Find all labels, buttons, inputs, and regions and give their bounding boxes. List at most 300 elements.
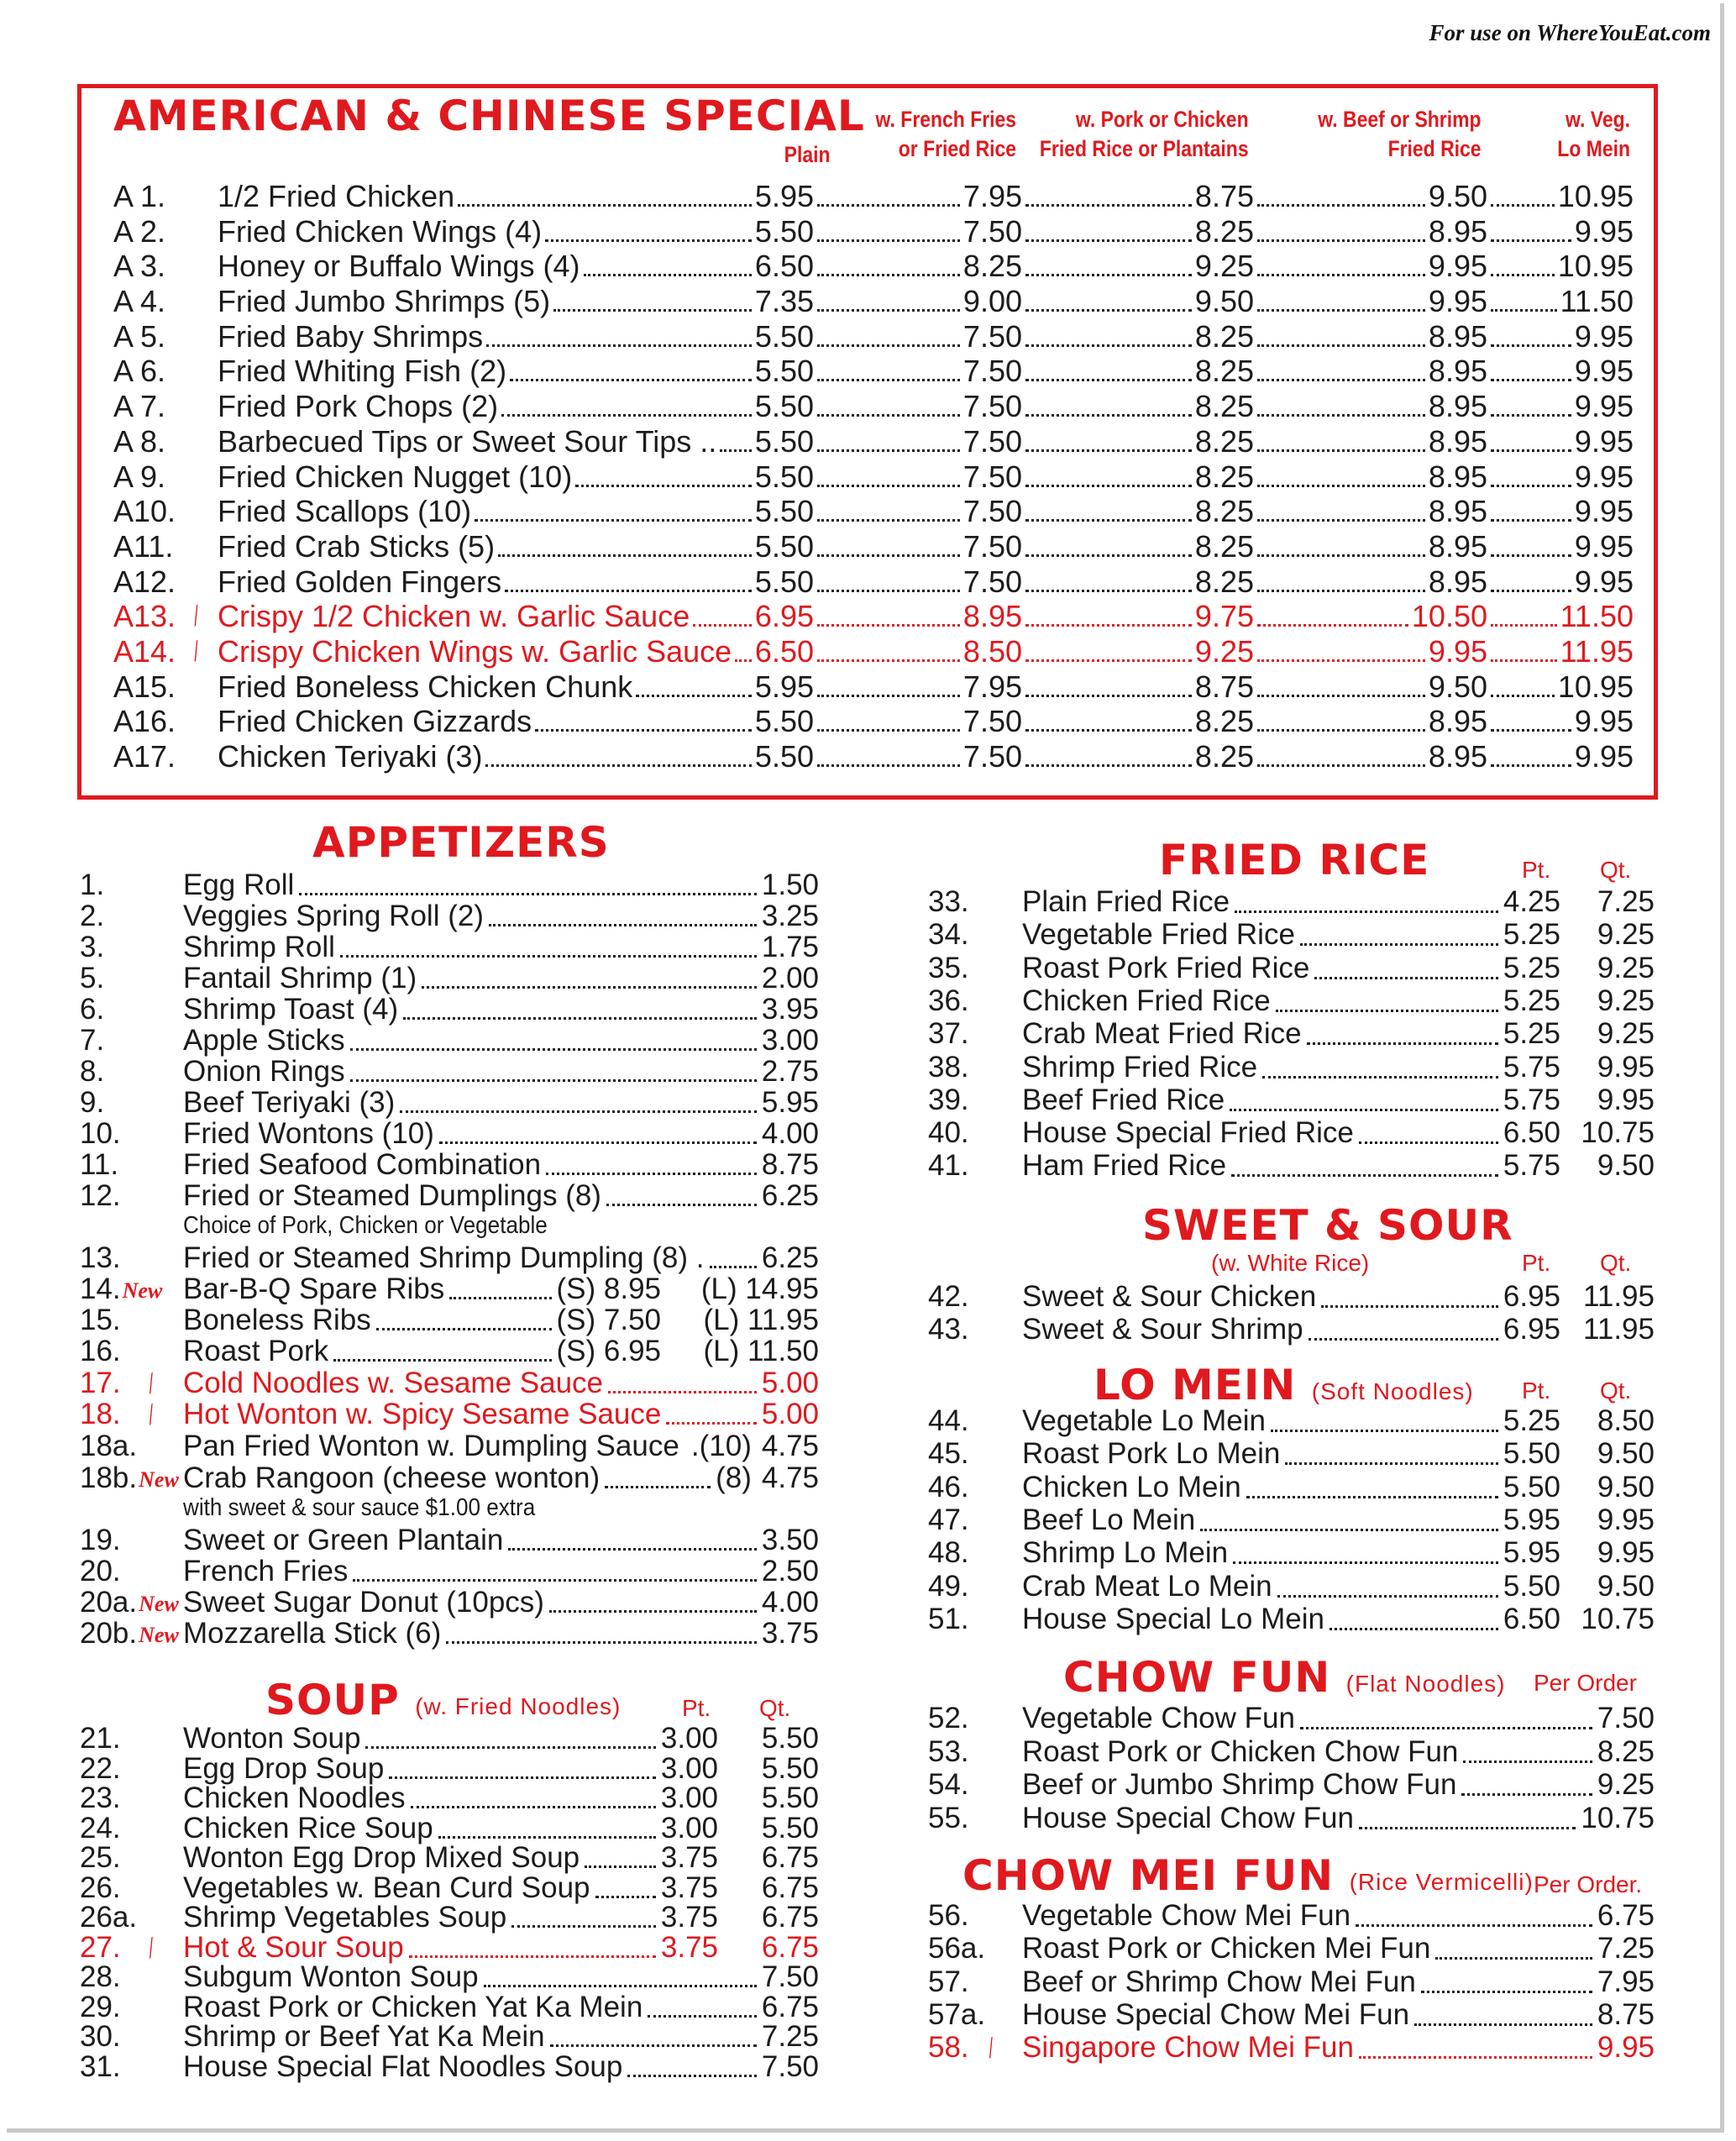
- price-small: (S) 7.50: [556, 1304, 661, 1336]
- item-name: Fried or Steamed Shrimp Dumpling (8) .: [183, 1241, 705, 1274]
- item-name: Cold Noodles w. Sesame Sauce: [183, 1367, 603, 1399]
- price-col-4: 8.95: [1428, 564, 1487, 599]
- item-code: A 4.: [113, 284, 166, 319]
- price-pint: 5.75: [1503, 1149, 1560, 1183]
- item-number: 18a.: [80, 1430, 138, 1462]
- leader-dots: [1300, 1703, 1592, 1729]
- price-col-5: 10.95: [1557, 669, 1634, 704]
- leader-dots: [409, 1933, 656, 1958]
- price-quart: 9.95: [1597, 1050, 1655, 1084]
- item-number: 53.: [928, 1734, 969, 1768]
- price-col-4: 9.95: [1428, 249, 1487, 284]
- price-col-3: 9.50: [1194, 284, 1254, 319]
- chow-mei-fun-row: [928, 1933, 1655, 1965]
- price-pint: 5.25: [1503, 984, 1560, 1017]
- price-quart: 9.25: [1597, 951, 1655, 984]
- american-item-row: [113, 214, 1634, 249]
- american-item-row: [113, 739, 1634, 774]
- price-col-1: 5.50: [754, 528, 814, 564]
- item-name: Fried Whiting Fish (2): [218, 354, 507, 389]
- leader-dots: [1025, 704, 1192, 732]
- leader-dots: [1025, 354, 1192, 381]
- price-quart: 6.75: [761, 1930, 819, 1964]
- appetizer-row: [80, 870, 819, 900]
- leader-dots: [1230, 1084, 1498, 1111]
- item-name: Honey or Buffalo Wings (4): [218, 249, 580, 284]
- price-col-5: 9.95: [1574, 423, 1634, 459]
- price-col-3: 8.25: [1194, 528, 1254, 564]
- lo-mein-row: [928, 1472, 1655, 1503]
- item-name: Fried Boneless Chicken Chunk: [218, 669, 633, 704]
- fried-rice-row: [928, 1084, 1655, 1116]
- leader-dots: [1491, 669, 1555, 697]
- price-col-1: 5.50: [754, 704, 814, 739]
- leader-dots: [1491, 459, 1571, 487]
- item-number: 18b.: [80, 1461, 138, 1494]
- price-col-3: 8.25: [1194, 354, 1254, 389]
- item-code: A 9.: [113, 459, 166, 494]
- price-col-3: 9.25: [1194, 633, 1254, 669]
- appetizer-row: [80, 1150, 819, 1180]
- price-large: (L) 14.95: [700, 1273, 819, 1305]
- pepper-icon: ⟋: [138, 1932, 165, 1963]
- leader-dots: [501, 389, 752, 417]
- item-price: 3.50: [761, 1524, 819, 1556]
- leader-dots: [584, 249, 752, 276]
- item-name: Sweet or Green Plantain: [183, 1524, 504, 1556]
- item-code: A 6.: [113, 354, 166, 389]
- price-col-4: 8.95: [1428, 423, 1487, 459]
- item-name: Shrimp Fried Rice: [1022, 1050, 1258, 1084]
- leader-dots: [1257, 284, 1425, 312]
- item-price: 10.75: [1581, 1802, 1655, 1835]
- item-price: 3.00: [761, 1024, 819, 1057]
- appetizer-row: [80, 994, 819, 1025]
- item-number: 26a.: [80, 1901, 138, 1934]
- leader-dots: [1491, 179, 1555, 207]
- item-code: A 2.: [113, 213, 166, 249]
- item-number: 38.: [928, 1050, 969, 1084]
- item-name: 1/2 Fried Chicken: [218, 179, 455, 213]
- leader-dots: [1359, 1803, 1576, 1829]
- american-item-row: [113, 599, 1634, 634]
- appetizer-row: [80, 1619, 819, 1649]
- price-col-1: 5.95: [754, 179, 814, 213]
- item-name: Barbecued Tips or Sweet Sour Tips ..: [218, 423, 717, 459]
- item-price: 8.25: [1597, 1734, 1655, 1768]
- appetizer-row: [80, 1368, 819, 1398]
- soup-pt-header: Pt.: [682, 1695, 711, 1721]
- leader-dots: [535, 704, 752, 732]
- american-item-row: [113, 389, 1634, 424]
- soup-row: [80, 1843, 819, 1873]
- soup-row: [80, 1902, 819, 1933]
- price-col-1: 5.50: [754, 494, 814, 529]
- item-name: Wonton Soup: [183, 1722, 361, 1755]
- item-number: 14.: [80, 1273, 121, 1305]
- price-col-5: 9.95: [1574, 494, 1634, 529]
- appetizer-row: [80, 1431, 819, 1461]
- leader-dots: [1491, 634, 1557, 662]
- price-col-3: 8.75: [1194, 179, 1254, 213]
- item-number: 49.: [928, 1569, 969, 1603]
- soup-qt-header: Qt.: [759, 1695, 791, 1721]
- price-pint: 5.25: [1503, 1404, 1560, 1437]
- leader-dots: [1491, 424, 1571, 452]
- price-col-1: 5.50: [754, 213, 814, 249]
- leader-dots: [720, 424, 752, 452]
- col-header-fries: [875, 105, 1016, 164]
- item-number: 16.: [80, 1335, 121, 1367]
- leader-dots: [1025, 494, 1192, 522]
- price-quart: 10.75: [1581, 1116, 1655, 1150]
- price-quart: 6.75: [761, 1990, 819, 2023]
- col-header-veg-line2: Lo Mein: [1557, 136, 1630, 161]
- item-name: Shrimp Vegetables Soup: [183, 1901, 507, 1934]
- american-item-row: [113, 284, 1634, 319]
- leader-dots: [1356, 1900, 1592, 1927]
- appetizer-row: [80, 1556, 819, 1587]
- leader-dots: [1257, 494, 1425, 522]
- price-col-4: 8.95: [1428, 494, 1487, 529]
- col-header-pork-line1: w. Pork or Chicken: [1076, 107, 1249, 132]
- item-number: 40.: [928, 1116, 969, 1150]
- col-header-plain: [784, 140, 831, 170]
- price-small: (S) 8.95: [556, 1273, 661, 1305]
- item-name: Beef Fried Rice: [1022, 1083, 1225, 1116]
- item-name: Crab Rangoon (cheese wonton): [183, 1461, 601, 1494]
- item-number: 27.: [80, 1930, 121, 1964]
- item-price: 5.95: [761, 1086, 819, 1119]
- chow-mei-fun-subtitle: (Rice Vermicelli): [1349, 1869, 1534, 1895]
- price-quart: 5.50: [761, 1722, 819, 1755]
- leader-dots: [1491, 319, 1571, 347]
- leader-dots: [1025, 599, 1192, 627]
- soup-row: [80, 2049, 819, 2083]
- item-number: 54.: [928, 1768, 969, 1802]
- price-pint: 3.00: [660, 1782, 718, 1814]
- soup-row: [80, 1992, 819, 2023]
- leader-dots: [400, 1088, 757, 1113]
- price-large: (L) 11.95: [703, 1304, 819, 1336]
- price-quart: 9.95: [1597, 1083, 1655, 1116]
- item-number: 19.: [80, 1524, 121, 1556]
- fried-rice-row: [928, 886, 1655, 918]
- appetizer-row: [80, 1587, 819, 1618]
- american-section-title: AMERICAN & CHINESE SPECIAL: [113, 92, 865, 140]
- leader-dots: [1309, 1314, 1498, 1341]
- price-col-4: 9.95: [1428, 284, 1487, 319]
- price-pint: 5.25: [1503, 951, 1560, 984]
- item-name: Mozzarella Stick (6): [183, 1617, 442, 1650]
- leader-dots: [1435, 1933, 1592, 1960]
- leader-dots: [1025, 424, 1192, 452]
- price-col-5: 11.50: [1560, 599, 1634, 634]
- item-name: Pan Fried Wonton w. Dumpling Sauce: [183, 1430, 679, 1462]
- price-quart: 9.50: [1597, 1470, 1655, 1503]
- appetizer-row: [80, 1525, 819, 1556]
- lo-mein-row: [928, 1504, 1655, 1536]
- chow-fun-title-text: CHOW FUN: [1063, 1653, 1331, 1702]
- price-col-3: 8.75: [1194, 669, 1254, 704]
- chow-fun-subtitle: (Flat Noodles): [1345, 1671, 1506, 1697]
- leader-dots: [1300, 919, 1498, 946]
- item-name: French Fries: [183, 1555, 349, 1587]
- leader-dots: [627, 2052, 757, 2077]
- price-col-2: 7.50: [962, 423, 1022, 459]
- soup-subtitle: (w. Fried Noodles): [415, 1693, 621, 1719]
- item-name: Roast Pork or Chicken Yat Ka Mein: [183, 1990, 643, 2023]
- leader-dots: [817, 424, 960, 452]
- item-number: 18.: [80, 1398, 121, 1430]
- price-quart: 5.50: [761, 1811, 819, 1845]
- item-number: 31.: [80, 2049, 121, 2083]
- price-col-2: 8.95: [962, 599, 1022, 634]
- leader-dots: [1491, 529, 1571, 557]
- leader-dots: [376, 1305, 552, 1330]
- price-col-4: 9.50: [1428, 669, 1487, 704]
- leader-dots: [1491, 249, 1555, 276]
- item-price: 5.00: [761, 1367, 819, 1399]
- item-name: Crispy 1/2 Chicken w. Garlic Sauce: [218, 599, 690, 634]
- col-header-veg-line1: w. Veg.: [1566, 107, 1630, 132]
- price-pint: 3.75: [660, 1930, 718, 1964]
- fried-rice-row: [928, 952, 1655, 984]
- item-number: 5.: [80, 962, 105, 994]
- price-col-2: 7.95: [962, 179, 1022, 213]
- leader-dots: [1359, 2032, 1592, 2059]
- price-col-4: 8.95: [1428, 704, 1487, 739]
- item-name: Fried Scallops (10): [218, 494, 472, 529]
- item-name: Roast Pork or Chicken Mei Fun: [1022, 1932, 1431, 1965]
- leader-dots: [439, 1119, 757, 1144]
- soup-title-text: SOUP: [265, 1676, 400, 1724]
- price-col-4: 9.95: [1428, 633, 1487, 669]
- item-price: 6.25: [761, 1179, 819, 1212]
- price-col-5: 9.95: [1574, 528, 1634, 564]
- item-quantity: .(10): [690, 1430, 752, 1462]
- item-price: 7.50: [1597, 1702, 1655, 1734]
- leader-dots: [1025, 634, 1192, 662]
- item-code: A 5.: [113, 318, 166, 354]
- leader-dots: [1257, 389, 1425, 417]
- price-quart: 6.75: [761, 1841, 819, 1874]
- item-name: Egg Roll: [183, 868, 295, 901]
- item-number: 37.: [928, 1017, 969, 1051]
- leader-dots: [1330, 1603, 1498, 1630]
- item-name: Vegetable Fried Rice: [1022, 918, 1295, 952]
- leader-dots: [1491, 389, 1571, 417]
- chow-mei-fun-title-text: CHOW MEI FUN: [962, 1851, 1335, 1900]
- leader-dots: [817, 179, 960, 207]
- soup-row: [80, 2022, 819, 2052]
- leader-dots: [817, 284, 960, 312]
- leader-dots: [389, 1754, 656, 1779]
- item-name: Chicken Rice Soup: [183, 1811, 433, 1845]
- leader-dots: [636, 669, 752, 697]
- soup-title: [265, 1676, 621, 1724]
- col-header-beef-line1: w. Beef or Shrimp: [1318, 107, 1482, 132]
- item-number: 10.: [80, 1117, 121, 1150]
- item-name: Vegetables w. Bean Curd Soup: [183, 1871, 590, 1904]
- appetizer-row: [80, 1119, 819, 1149]
- price-col-4: 8.95: [1428, 528, 1487, 564]
- leader-dots: [1025, 319, 1192, 347]
- soup-row: [80, 1930, 819, 1964]
- item-name: Ham Fried Rice: [1022, 1149, 1227, 1183]
- col-header-fries-line2: or Fried Rice: [898, 136, 1016, 161]
- item-name: Fried Chicken Nugget (10): [218, 459, 573, 494]
- leader-dots: [1235, 886, 1498, 913]
- leader-dots: [735, 634, 752, 662]
- chow-fun-row: [928, 1736, 1655, 1768]
- new-badge: New: [139, 1467, 179, 1492]
- price-col-2: 7.95: [962, 669, 1022, 704]
- item-code: A11.: [113, 528, 174, 564]
- price-pint: 5.25: [1503, 918, 1560, 952]
- price-col-1: 7.35: [754, 284, 814, 319]
- american-item-row: [113, 424, 1634, 459]
- item-name: Chicken Noodles: [183, 1782, 406, 1814]
- item-name: Roast Pork Lo Mein: [1022, 1437, 1281, 1471]
- leader-dots: [1233, 1537, 1498, 1564]
- item-name: House Special Fried Rice: [1022, 1116, 1354, 1150]
- american-chinese-special-box: [77, 84, 1658, 800]
- item-name: Beef or Jumbo Shrimp Chow Fun: [1022, 1768, 1457, 1802]
- chow-fun-per-order: Per Order: [1534, 1670, 1637, 1696]
- item-code: A 3.: [113, 249, 166, 284]
- col-header-veg: [1557, 105, 1630, 164]
- item-number: 44.: [928, 1404, 969, 1437]
- price-col-2: 7.50: [962, 459, 1022, 494]
- item-name: Fried Wontons (10): [183, 1117, 434, 1150]
- item-price: 4.75: [761, 1430, 819, 1462]
- price-pint: 3.75: [660, 1841, 718, 1874]
- item-name: Roast Pork Fried Rice: [1022, 951, 1310, 984]
- leader-dots: [485, 739, 751, 767]
- price-pint: 3.75: [660, 1871, 718, 1904]
- item-code: A 8.: [113, 423, 166, 459]
- price-col-5: 9.95: [1574, 318, 1634, 354]
- lo-mein-row: [928, 1405, 1655, 1437]
- price-quart: 8.50: [1597, 1404, 1655, 1437]
- item-name: Fried Seafood Combination: [183, 1148, 542, 1181]
- appetizer-row: [80, 932, 819, 963]
- item-number: 57a.: [928, 1997, 986, 2031]
- item-number: 2.: [80, 900, 105, 932]
- chow-mei-fun-row: [928, 1900, 1655, 1932]
- item-code: A15.: [113, 669, 176, 704]
- leader-dots: [1421, 1966, 1592, 1993]
- item-name: Shrimp Roll: [183, 931, 335, 963]
- item-name: Fried or Steamed Dumplings (8): [183, 1179, 601, 1212]
- lo-mein-row: [928, 1603, 1655, 1635]
- leader-dots: [1277, 1571, 1498, 1598]
- price-col-2: 7.50: [962, 354, 1022, 389]
- soup-row: [80, 1873, 819, 1903]
- item-name: House Special Flat Noodles Soup: [183, 2049, 623, 2083]
- item-number: 12.: [80, 1179, 121, 1212]
- item-number: 55.: [928, 1802, 969, 1835]
- item-name: Roast Pork: [183, 1335, 329, 1367]
- price-col-5: 9.95: [1574, 389, 1634, 424]
- appetizer-row: [80, 1274, 819, 1304]
- leader-dots: [1491, 599, 1557, 627]
- sweet-sour-qt-header: Qt.: [1600, 1250, 1632, 1276]
- price-pint: 3.00: [660, 1811, 718, 1845]
- chow-mei-fun-per-order: Per Order.: [1534, 1871, 1643, 1897]
- leader-dots: [446, 1619, 757, 1644]
- leader-dots: [608, 1368, 757, 1393]
- leader-dots: [546, 1150, 757, 1175]
- lo-mein-title: [1094, 1361, 1474, 1409]
- item-price: 6.25: [761, 1241, 819, 1274]
- appetizers-title: APPETIZERS: [312, 818, 610, 867]
- leader-dots: [1491, 564, 1571, 592]
- price-col-5: 11.50: [1560, 284, 1634, 319]
- item-number: 35.: [928, 951, 969, 984]
- price-quart: 9.25: [1597, 918, 1655, 952]
- pepper-icon: ⟋: [138, 1399, 165, 1430]
- leader-dots: [693, 599, 752, 627]
- col-header-plain-text: Plain: [784, 142, 831, 167]
- price-col-2: 7.50: [962, 564, 1022, 599]
- item-name: Fantail Shrimp (1): [183, 962, 417, 994]
- leader-dots: [817, 494, 960, 522]
- leader-dots: [486, 319, 752, 347]
- item-price: 8.75: [761, 1148, 819, 1181]
- price-col-1: 5.50: [754, 354, 814, 389]
- item-name: Egg Drop Soup: [183, 1751, 385, 1785]
- item-name: Shrimp Toast (4): [183, 993, 399, 1026]
- item-number: 57.: [928, 1965, 969, 1998]
- leader-dots: [511, 1902, 656, 1928]
- price-col-3: 8.25: [1194, 423, 1254, 459]
- price-col-3: 8.25: [1194, 318, 1254, 354]
- item-name: Shrimp Lo Mein: [1022, 1536, 1229, 1570]
- price-col-1: 6.50: [754, 249, 814, 284]
- price-col-5: 9.95: [1574, 354, 1634, 389]
- item-name: Sweet & Sour Chicken: [1022, 1280, 1317, 1313]
- item-name: Fried Pork Chops (2): [218, 389, 499, 424]
- sweet-sour-subtitle: (w. White Rice): [1211, 1250, 1370, 1276]
- pepper-icon: ⟋: [182, 601, 210, 631]
- leader-dots: [549, 1587, 757, 1613]
- price-quart: 9.50: [1597, 1569, 1655, 1603]
- price-col-4: 9.50: [1428, 179, 1487, 213]
- item-code: A 1.: [113, 179, 166, 213]
- leader-dots: [1257, 424, 1425, 452]
- leader-dots: [422, 963, 757, 989]
- chow-fun-title: [1063, 1653, 1505, 1702]
- price-quart: 7.25: [761, 2020, 819, 2053]
- price-small: (S) 6.95: [556, 1335, 661, 1367]
- item-number: 36.: [928, 984, 969, 1017]
- appetizer-row: [80, 1057, 819, 1087]
- price-col-3: 8.25: [1194, 704, 1254, 739]
- item-price: 3.25: [761, 900, 819, 932]
- leader-dots: [817, 459, 960, 487]
- item-name: Wonton Egg Drop Mixed Soup: [183, 1841, 580, 1874]
- leader-dots: [1257, 669, 1425, 697]
- leader-dots: [475, 494, 752, 522]
- price-col-2: 7.50: [962, 213, 1022, 249]
- item-name: Vegetable Chow Fun: [1022, 1702, 1295, 1734]
- item-number: 3.: [80, 931, 105, 963]
- item-number: 39.: [928, 1083, 969, 1116]
- lo-mein-subtitle: (Soft Noodles): [1311, 1378, 1474, 1404]
- leader-dots: [575, 459, 752, 487]
